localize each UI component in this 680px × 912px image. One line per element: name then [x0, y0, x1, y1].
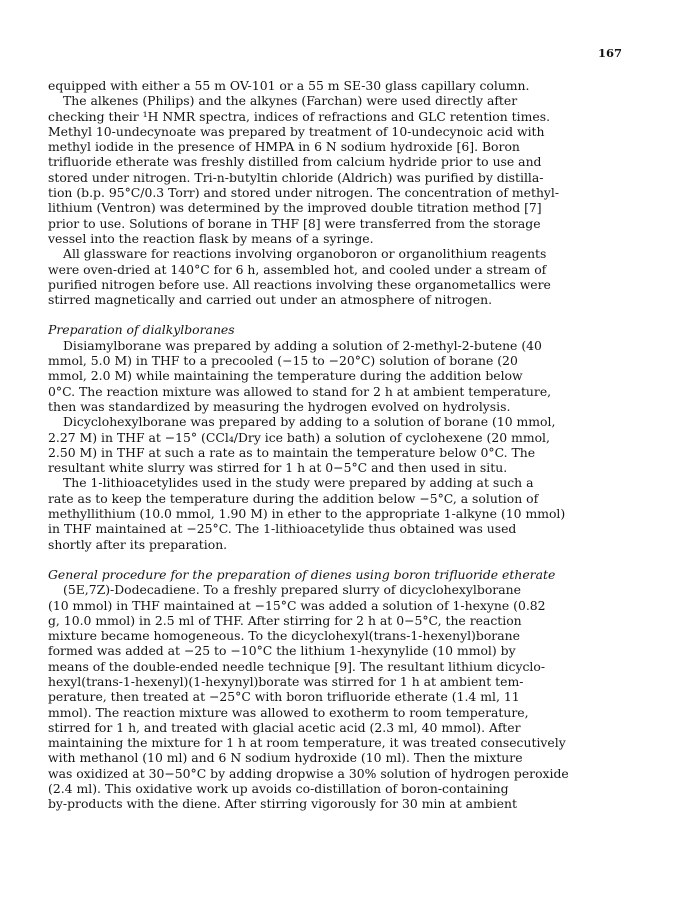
- text-line: purified nitrogen before use. All reactions involving these organometallics were: [48, 276, 551, 292]
- text-line: formed was added at −25 to −10°C the lithium 1-hexynylide (10 mmol) by: [48, 643, 516, 659]
- text-line: 2.27 M) in THF at −15° (CCl₄/Dry ice bath) a solution of cyclohexene (20 mmol,: [48, 429, 550, 445]
- text-line: then was standardized by measuring the hydrogen evolved on hydrolysis.: [48, 398, 511, 414]
- text-line: rate as to keep the temperature during the addition below −5°C, a solution of: [48, 490, 539, 506]
- text-line: were oven-dried at 140°C for 6 h, assembled hot, and cooled under a stream of: [48, 261, 547, 277]
- text-line: stirred for 1 h, and treated with glacial acetic acid (2.3 ml, 40 mmol). After: [48, 719, 521, 735]
- text-line: checking their ¹H NMR spectra, indices of refractions and GLC retention times.: [48, 108, 551, 124]
- text-line: with methanol (10 ml) and 6 N sodium hydroxide (10 ml). Then the mixture: [48, 750, 523, 766]
- section-heading: General procedure for the preparation of dienes using boron trifluoride etherate: [48, 566, 556, 582]
- text-line: Methyl 10-undecynoate was prepared by treatment of 10-undecynoic acid with: [48, 123, 545, 139]
- text-line: equipped with either a 55 m OV-101 or a 55 m SE-30 glass capillary column.: [48, 78, 530, 93]
- text-line: methyl iodide in the presence of HMPA in 6 N sodium hydroxide [6]. Boron: [48, 139, 520, 155]
- text-line: (5E,7Z)-Dodecadiene. To a freshly prepared slurry of dicyclohexylborane: [63, 582, 521, 598]
- article-body: [48, 78, 634, 812]
- text-line: mmol, 5.0 M) in THF to a precooled (−15 to −20°C) solution of borane (20: [48, 353, 518, 369]
- text-line: means of the double-ended needle technique [9]. The resultant lithium dicyclo-: [48, 658, 546, 674]
- text-line: stirred magnetically and carried out under an atmosphere of nitrogen.: [48, 292, 493, 308]
- paragraph-gap: [48, 552, 634, 567]
- text-line: resultant white slurry was stirred for 1 h at 0−5°C and then used in situ.: [48, 460, 508, 476]
- text-line: The alkenes (Philips) and the alkynes (Farchan) were used directly after: [63, 93, 518, 109]
- text-line: maintaining the mixture for 1 h at room temperature, it was treated consecutively: [48, 735, 566, 751]
- text-line: mmol, 2.0 M) while maintaining the temperature during the addition below: [48, 368, 523, 384]
- text-line: mixture became homogeneous. To the dicyclohexyl(trans-1-hexenyl)borane: [48, 628, 520, 644]
- text-line: perature, then treated at −25°C with boron trifluoride etherate (1.4 ml, 11: [48, 689, 520, 705]
- text-line: mmol). The reaction mixture was allowed to exotherm to room temperature,: [48, 704, 529, 720]
- text-line: trifluoride etherate was freshly distilled from calcium hydride prior to use and: [48, 154, 542, 170]
- text-line: g, 10.0 mmol) in 2.5 ml of THF. After stirring for 2 h at 0−5°C, the reaction: [48, 612, 522, 628]
- text-line: prior to use. Solutions of borane in THF [8] were transferred from the storage: [48, 215, 541, 231]
- text-line: 2.50 M) in THF at such a rate as to maintain the temperature below 0°C. The: [48, 444, 536, 460]
- text-line: tion (b.p. 95°C/0.3 Torr) and stored under nitrogen. The concentration of methyl-: [48, 185, 560, 201]
- text-line: shortly after its preparation.: [48, 536, 228, 552]
- text-line: methyllithium (10.0 mmol, 1.90 M) in ether to the appropriate 1-alkyne (10 mmol): [48, 506, 566, 522]
- text-line: The 1-lithioacetylides used in the study were prepared by adding at such a: [63, 475, 534, 491]
- text-line: All glassware for reactions involving organoboron or organolithium reagents: [63, 246, 547, 262]
- text-line: (2.4 ml). This oxidative work up avoids co-distillation of boron-containing: [48, 781, 509, 797]
- paragraph-gap: [48, 307, 634, 322]
- text-line: Dicyclohexylborane was prepared by adding to a solution of borane (10 mmol,: [63, 414, 556, 430]
- text-line: lithium (Ventron) was determined by the improved double titration method [7]: [48, 200, 542, 216]
- text-line: hexyl(trans-1-hexenyl)(1-hexynyl)borate was stirred for 1 h at ambient tem-: [48, 673, 524, 689]
- text-line: by-products with the diene. After stirring vigorously for 30 min at ambient: [48, 796, 517, 812]
- section-heading: Preparation of dialkylboranes: [48, 322, 235, 338]
- text-line: (10 mmol) in THF maintained at −15°C was added a solution of 1-hexyne (0.82: [48, 597, 546, 613]
- page-number: 167: [597, 46, 622, 60]
- text-line: 0°C. The reaction mixture was allowed to stand for 2 h at ambient temperature,: [48, 383, 552, 399]
- text-line: stored under nitrogen. Tri-n-butyltin chloride (Aldrich) was purified by distilla-: [48, 169, 544, 185]
- text-line: Disiamylborane was prepared by adding a solution of 2-methyl-2-butene (40: [63, 337, 542, 353]
- text-line: was oxidized at 30−50°C by adding dropwise a 30% solution of hydrogen peroxide: [48, 765, 569, 781]
- text-line: vessel into the reaction flask by means of a syringe.: [48, 230, 374, 246]
- text-line: in THF maintained at −25°C. The 1-lithioacetylide thus obtained was used: [48, 521, 517, 537]
